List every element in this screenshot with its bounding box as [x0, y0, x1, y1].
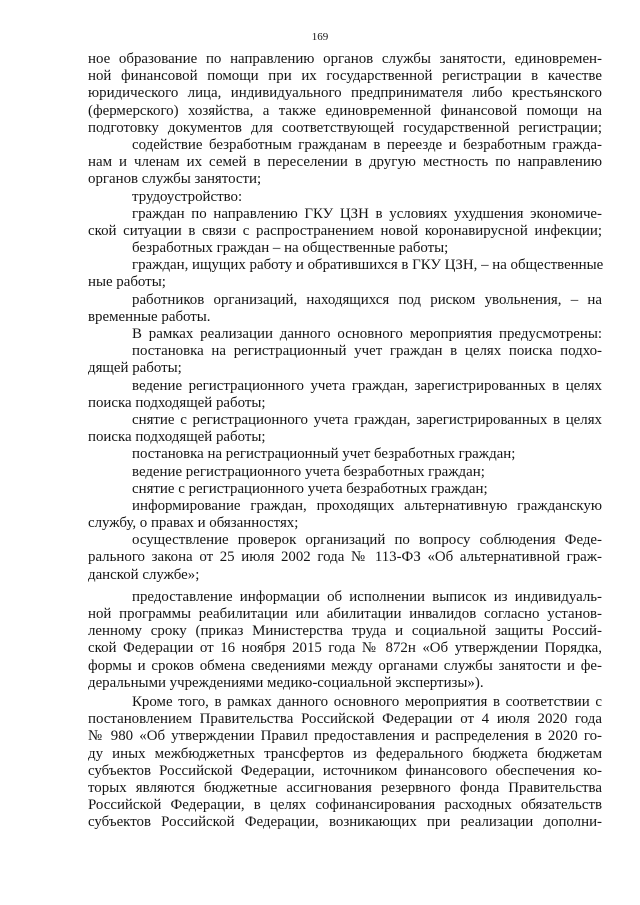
text-line: постановка на регистрационный учет граждан в целях поиска подхо-	[132, 343, 602, 360]
text-line: дящей работы;	[88, 360, 182, 377]
body-text	[88, 51, 602, 831]
text-line: Российской Федерации, в целях софинансирования расходных обязательств	[88, 797, 602, 814]
text-line: В рамках реализации данного основного мероприятия предусмотрены:	[132, 326, 602, 342]
text-line: ленному сроку (приказ Министерства труда и социальной защиты Россий-	[88, 623, 602, 640]
text-line: формы и сроков обмена сведениями между органами службы занятости и фе-	[88, 657, 602, 674]
text-line: снятие с регистрационного учета безработных граждан;	[132, 480, 488, 497]
text-line: Кроме того, в рамках данного основного мероприятия в соответствии с	[132, 693, 602, 710]
text-line: ной программы реабилитации или абилитации инвалидов согласно установ-	[88, 606, 602, 622]
text-line: (фермерского) хозяйства, а также единовременной финансовой помощи на	[88, 102, 602, 119]
text-line: поиска подходящей работы;	[88, 429, 266, 446]
text-line: ской ситуации в связи с распространением новой коронавирусной инфекции;	[88, 222, 602, 239]
text-line: работников организаций, находящихся под риском увольнения, – на	[132, 291, 602, 308]
text-line: постановка на регистрационный учет безработных граждан;	[132, 446, 516, 463]
text-line: службу, о правах и обязанностях;	[88, 515, 299, 532]
text-line: граждан по направлению ГКУ ЦЗН в условиях ухудшения экономиче-	[132, 205, 602, 222]
text-line: субъектов Российской Федерации, источником финансового обеспечения ко-	[88, 762, 602, 779]
text-line: содействие безработным гражданам в переезде и безработным гражда-	[132, 136, 602, 153]
text-line: торых являются бюджетные ассигнования резервного фонда Правительства	[88, 779, 602, 796]
text-line: граждан, ищущих работу и обратившихся в ГКУ ЦЗН, – на общественные	[132, 257, 604, 274]
text-line: информирование граждан, проходящих альтернативную гражданскую	[132, 497, 602, 514]
text-line: ведение регистрационного учета граждан, зарегистрированных в целях	[132, 377, 602, 394]
text-line: субъектов Российской Федерации, возникающих при реализации дополни-	[88, 814, 602, 831]
text-line: № 980 «Об утверждении Правил предоставления и распределения в 2020 го-	[88, 728, 602, 745]
text-line: деральными учреждениями медико-социальной экспертизы»).	[88, 674, 484, 691]
text-line: снятие с регистрационного учета граждан, зарегистрированных в целях	[132, 411, 602, 428]
text-line: органов службы занятости;	[88, 171, 262, 188]
page-number: 169	[311, 31, 329, 43]
text-line: ное образование по направлению органов службы занятости, единовремен-	[88, 51, 602, 67]
text-line: постановлением Правительства Российской Федерации от 4 июля 2020 года	[88, 711, 602, 728]
text-line: данской службе»;	[88, 566, 200, 583]
text-line: трудоустройство:	[132, 188, 243, 205]
text-line: ской Федерации от 16 ноября 2015 года № 872н «Об утверждении Порядка,	[88, 640, 602, 657]
text-line: рального закона от 25 июля 2002 года № 113-ФЗ «Об альтернативной граж-	[88, 549, 602, 566]
text-line: ные работы;	[88, 274, 166, 291]
text-line: безработных граждан – на общественные работы;	[132, 240, 449, 257]
text-line: нам и членам их семей в переселении в другую местность по направлению	[88, 154, 602, 171]
text-line: поиска подходящей работы;	[88, 394, 266, 411]
text-line: предоставление информации об исполнении выписок из индивидуаль-	[132, 588, 602, 605]
text-line: подготовку документов для соответствующей государственной регистрации;	[88, 119, 602, 136]
text-line: юридического лица, индивидуального предпринимателя либо крестьянского	[88, 85, 602, 102]
text-line: ной финансовой помощи при их государственной регистрации в качестве	[88, 68, 602, 85]
text-line: ду иных межбюджетных трансфертов из федерального бюджета бюджетам	[88, 745, 602, 762]
text-line: осуществление проверок организаций по вопросу соблюдения Феде-	[132, 532, 602, 549]
text-line: временные работы.	[88, 308, 211, 325]
text-line: ведение регистрационного учета безработных граждан;	[132, 463, 485, 480]
